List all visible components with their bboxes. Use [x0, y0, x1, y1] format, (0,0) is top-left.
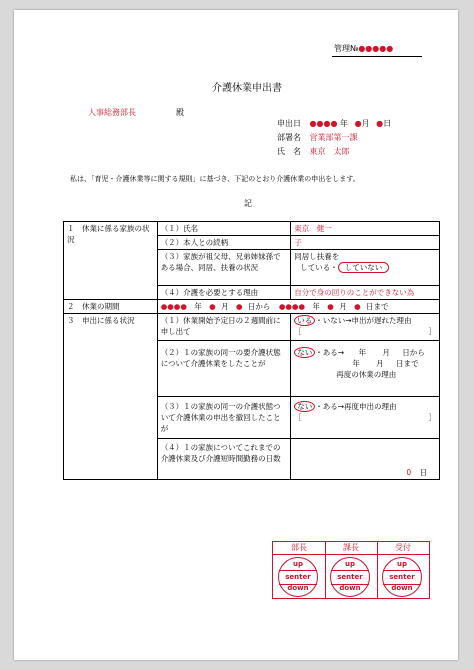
s3-days-value	[291, 439, 440, 480]
s1-relation-value: 子	[291, 236, 440, 250]
management-number-label: 管理№	[334, 44, 359, 53]
table-row	[64, 314, 440, 341]
s2-to-month: ●	[327, 302, 334, 311]
management-number	[334, 43, 393, 54]
s3-prior-month: 月	[382, 348, 390, 357]
stamp-column-chief	[325, 542, 377, 598]
table-row	[64, 300, 440, 314]
section2-label: ２ 休業の期間	[64, 300, 158, 314]
apply-date-day-unit: 日	[383, 119, 392, 128]
s1-cohabit-opt-no: していない	[338, 262, 390, 273]
s3-notice-value	[291, 314, 440, 341]
s1-name-label: （１）氏名	[157, 222, 291, 236]
department-label: 部署名	[277, 133, 301, 142]
s3-prior-month-2: 月	[376, 359, 384, 368]
s2-to-year: ●●●●	[278, 302, 305, 311]
apply-date-day: ●	[376, 119, 384, 128]
addressee	[88, 107, 184, 118]
s3-withdraw-value	[291, 397, 440, 439]
s3-prior-from: 日から	[402, 348, 425, 357]
seal-bottom-text: down	[339, 584, 361, 592]
s2-from-year: ●●●●	[160, 302, 187, 311]
s3-prior-year: 年	[358, 348, 366, 357]
apply-date-label: 申出日	[277, 119, 301, 128]
s3-prior-year-2: 年	[352, 359, 360, 368]
s3-prior-leave-label: （２）１の家族の同一の要介護状態について介護休業をしたことが	[157, 341, 291, 397]
s1-cohabit-line1: 同居し扶養を	[294, 252, 340, 261]
s2-from-month-unit: 月	[221, 302, 229, 311]
seal-bottom-text: down	[391, 584, 413, 592]
s1-cohabit-label: （３）家族が祖父母、兄弟姉妹孫である場合、同居、扶養の状況	[157, 250, 291, 286]
seal-top-text: up	[293, 560, 303, 568]
apply-date-year: ●●●●	[309, 119, 338, 128]
s3-prior-leave-value	[291, 341, 440, 397]
s1-reason-value: 自分で身の回りのことができない為	[291, 286, 440, 300]
s2-period	[157, 300, 439, 314]
s2-to-day: ●	[354, 302, 361, 311]
applicant-name	[277, 146, 350, 157]
management-underline	[332, 56, 422, 57]
stamp-header-reception: 受付	[377, 542, 429, 555]
s2-from-day: ●	[235, 302, 243, 311]
document-page	[14, 10, 458, 660]
s1-cohabit-opt-yes: している・	[300, 263, 338, 272]
apply-date-month-unit: 月	[361, 119, 370, 128]
s3-withdraw-label: （３）１の家族の同一の介護状態ついて介護休業の申出を撤回したことが	[157, 397, 291, 439]
s3-days-unit: 日	[419, 468, 427, 477]
bracket-open: ［	[294, 413, 302, 422]
seal-stamp	[382, 557, 422, 597]
seal-mid-text: senter	[279, 570, 317, 585]
s3-days-number: 0	[406, 468, 412, 477]
s2-to-month-unit: 月	[339, 302, 347, 311]
s3-prior-until: 日まで	[396, 359, 419, 368]
section3-label: ３ 申出に係る状況	[64, 314, 158, 480]
s3-prior-circled: ない	[294, 347, 315, 358]
section1-label: １ 休業に係る家族の状況	[64, 222, 158, 300]
department-value: 営業部第一課	[309, 133, 358, 142]
seal-stamp	[278, 557, 318, 597]
application-table	[63, 221, 440, 480]
applicant-name-value: 東京 太郎	[309, 147, 350, 156]
s2-from-month: ●	[209, 302, 216, 311]
intro-text: 私は、「育児・介護休業等に関する規則」に基づき、下記のとおり介護休業の申出をします。	[70, 175, 360, 183]
seal-mid-text: senter	[383, 570, 421, 585]
ki-heading: 記	[244, 199, 252, 208]
s3-days-label: （４）１の家族についてこれまでの介護休業及び介護短時間勤務の日数	[157, 439, 291, 480]
s2-to-day-unit: 日まで	[366, 302, 389, 311]
apply-date-year-unit: 年	[340, 119, 349, 128]
seal-bottom-text: down	[287, 584, 309, 592]
seal-mid-text: senter	[331, 570, 369, 585]
s3-prior-rest: ・ある→	[315, 348, 345, 357]
s1-cohabit-value	[291, 250, 440, 286]
seal-stamp	[330, 557, 370, 597]
stamp-header-chief: 課長	[325, 542, 377, 555]
s1-relation-label: （２）本人との続柄	[157, 236, 291, 250]
bracket-open: ［	[294, 327, 302, 336]
s2-to-year-unit: 年	[312, 302, 320, 311]
s3-withdraw-circled: ない	[294, 401, 315, 412]
document-title: 介護休業申出書	[212, 83, 282, 94]
s3-notice-label: （１）休業開始予定日の２週間前に申し出て	[157, 314, 291, 341]
s2-from-day-unit: 日から	[247, 302, 271, 311]
s3-prior-again: 再度の休業の理由	[336, 370, 397, 379]
stamp-column-manager	[273, 542, 325, 598]
stamp-header-manager: 部長	[273, 542, 325, 555]
apply-date	[277, 118, 391, 129]
s3-withdraw-rest: ・ある→再度申出の理由	[315, 402, 397, 411]
applicant-name-label: 氏 名	[277, 147, 301, 156]
department	[277, 132, 358, 143]
apply-date-month: ●	[354, 119, 362, 128]
approval-stamps	[272, 541, 430, 599]
bracket-close: ］	[428, 327, 436, 336]
s1-reason-label: （４）介護を必要とする理由	[157, 286, 291, 300]
management-number-value: ●●●●●	[358, 44, 394, 53]
s2-from-year-unit: 年	[194, 302, 202, 311]
stamp-column-reception	[377, 542, 429, 598]
addressee-name: 人事総務部長	[88, 108, 136, 117]
addressee-suffix: 殿	[176, 108, 184, 117]
bracket-close: ］	[428, 413, 436, 422]
table-row	[64, 222, 440, 236]
s3-notice-circled: いる	[294, 315, 315, 326]
seal-top-text: up	[397, 560, 407, 568]
s3-notice-rest: ・いない→申出が遅れた理由	[315, 316, 412, 325]
s1-name-value: 東京 健一	[291, 222, 440, 236]
seal-top-text: up	[345, 560, 355, 568]
